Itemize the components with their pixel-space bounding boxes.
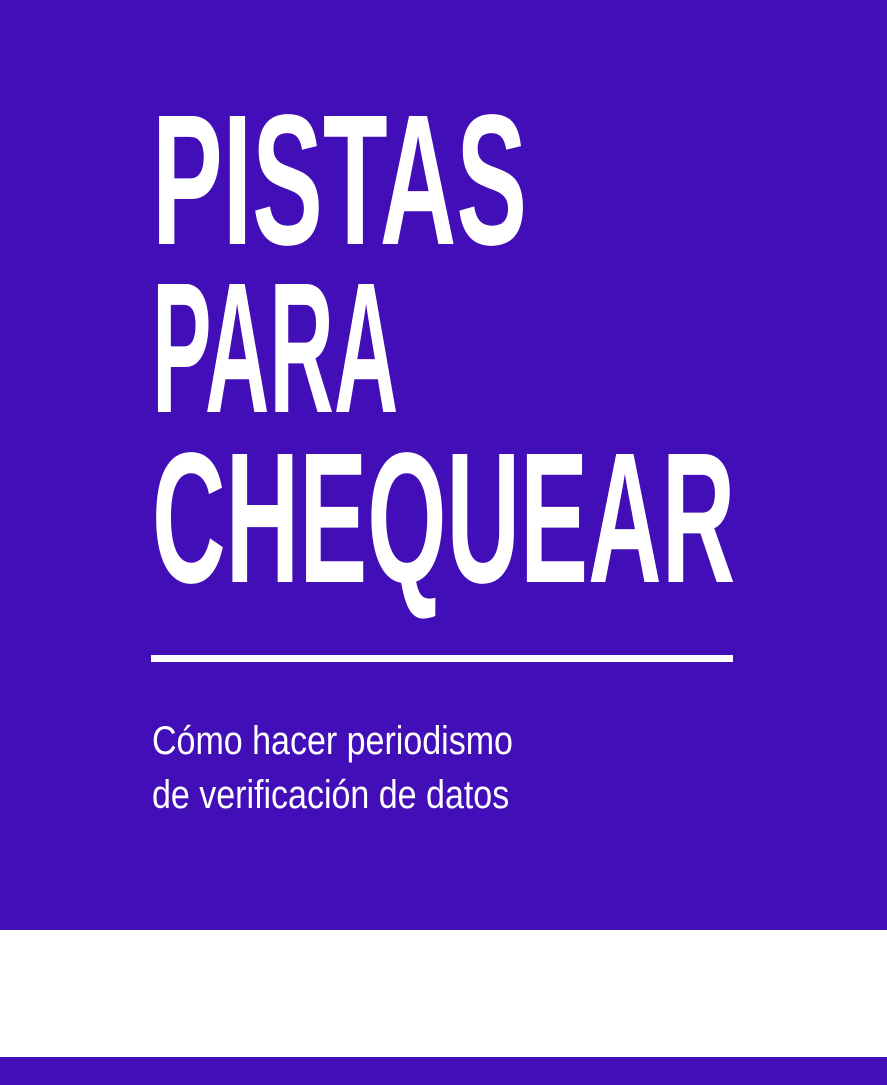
logo-footer [0, 930, 887, 1057]
title-line-3: CHEQUEAR [152, 415, 736, 622]
subtitle-line-2: de verificación de datos [152, 773, 510, 817]
title-line-1: PISTAS [152, 77, 528, 284]
subtitle-line-1: Cómo hacer periodismo [152, 719, 513, 763]
cover-subtitle [152, 714, 513, 822]
bottom-strip [0, 1057, 887, 1085]
title-divider [151, 655, 733, 662]
title-line-2: PARA [152, 245, 399, 452]
